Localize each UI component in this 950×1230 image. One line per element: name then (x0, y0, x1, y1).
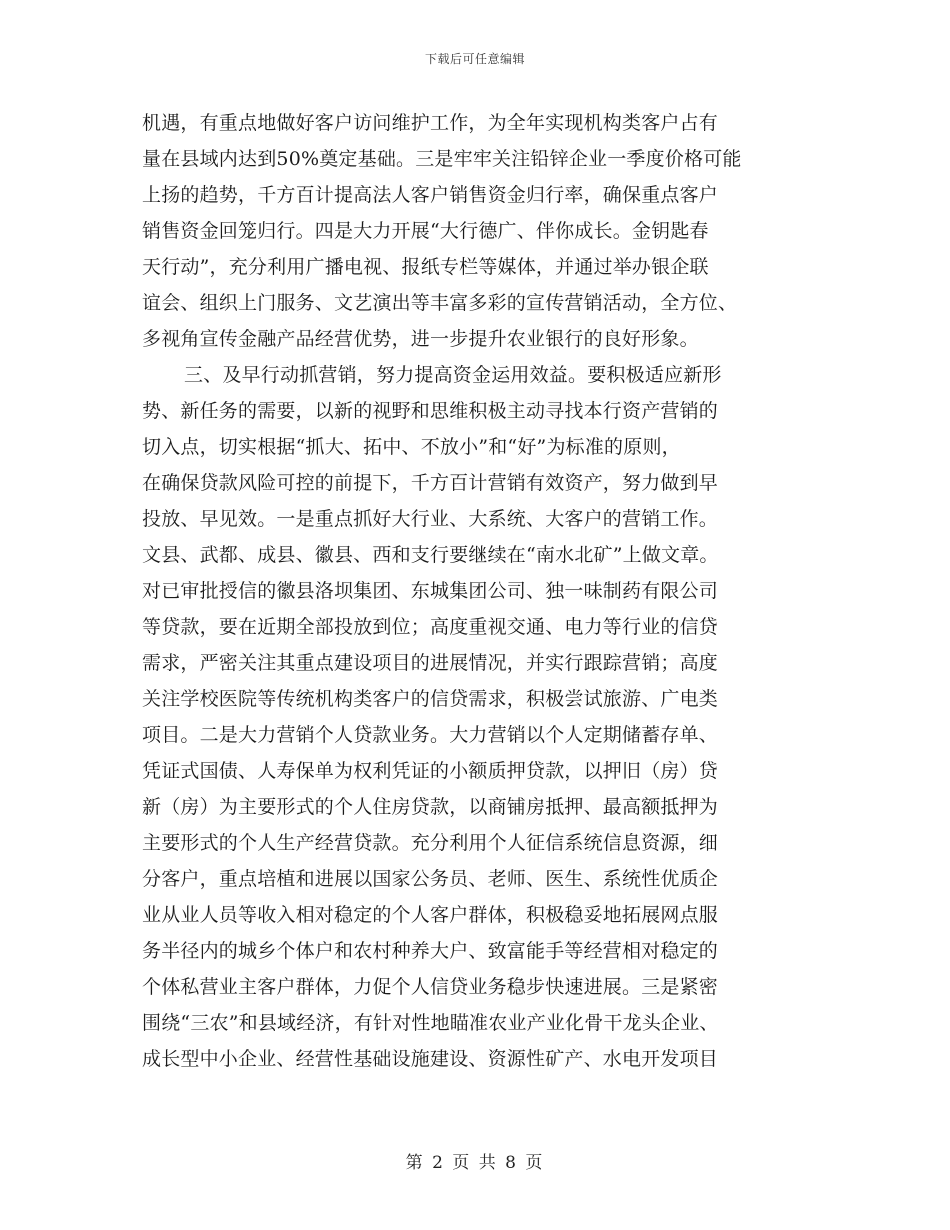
text-line: 成长型中小企业、经营性基础设施建设、资源性矿产、水电开发项目 (142, 1048, 719, 1070)
text-line: 投放、早见效。一是重点抓好大行业、大系统、大客户的营销工作。 (142, 508, 719, 530)
text-line: 机遇，有重点地做好客户访问维护工作，为全年实现机构类客户占有 (142, 112, 719, 134)
text-line: 新（房）为主要形式的个人住房贷款，以商铺房抵押、最高额抵押为 (142, 796, 719, 818)
text-line: 上扬的趋势，千方百计提高法人客户销售资金归行率，确保重点客户 (142, 184, 719, 206)
text-line: 在确保贷款风险可控的前提下，千方百计营销有效资产，努力做到早 (142, 472, 719, 494)
text-line: 业从业人员等收入相对稳定的个人客户群体，积极稳妥地拓展网点服 (142, 904, 719, 926)
page-number: 第 2 页 共 8 页 (405, 1153, 545, 1173)
text-line: 多视角宣传金融产品经营优势，进一步提升农业银行的良好形象。 (142, 328, 699, 350)
text-line: 项目。二是大力营销个人贷款业务。大力营销以个人定期储蓄存单、 (142, 724, 719, 746)
text-line: 分客户，重点培植和进展以国家公务员、老师、医生、系统性优质企 (142, 868, 719, 890)
header-note: 下载后可任意编辑 (424, 52, 525, 66)
text-line: 量在县域内达到50%奠定基础。三是牢牢关注铅锌企业一季度价格可能 (142, 148, 742, 170)
text-line: 天行动”，充分利用广播电视、报纸专栏等媒体，并通过举办银企联 (142, 256, 709, 278)
text-line: 文县、武都、成县、徽县、西和支行要继续在“南水北矿”上做文章。 (142, 544, 719, 566)
text-line: 凭证式国债、人寿保单为权利凭证的小额质押贷款，以押旧（房）贷 (142, 760, 719, 782)
text-line: 围绕“三农”和县域经济，有针对性地瞄准农业产业化骨干龙头企业、 (142, 1012, 719, 1034)
text-line: 等贷款，要在近期全部投放到位；高度重视交通、电力等行业的信贷 (142, 616, 719, 638)
text-line: 势、新任务的需要，以新的视野和思维积极主动寻找本行资产营销的 (142, 400, 719, 422)
text-line: 关注学校医院等传统机构类客户的信贷需求，积极尝试旅游、广电类 (142, 688, 719, 710)
text-line: 个体私营业主客户群体，力促个人信贷业务稳步快速进展。三是紧密 (142, 976, 719, 998)
text-line: 销售资金回笼归行。四是大力开展“大行德广、伴你成长。金钥匙春 (142, 220, 709, 242)
text-line: 对已审批授信的徽县洛坝集团、东城集团公司、独一味制药有限公司 (142, 580, 719, 602)
body-text (142, 105, 810, 1077)
text-line: 主要形式的个人生产经营贷款。充分利用个人征信系统信息资源，细 (142, 832, 719, 854)
text-line: 需求，严密关注其重点建设项目的进展情况，并实行跟踪营销；高度 (142, 652, 719, 674)
paragraph-start-line: 三、及早行动抓营销，努力提高资金运用效益。要积极适应新形 (184, 364, 722, 386)
text-line: 务半径内的城乡个体户和农村种养大户、致富能手等经营相对稳定的 (142, 940, 719, 962)
text-line: 切入点，切实根据“抓大、拓中、不放小”和“好”为标准的原则， (142, 436, 681, 458)
text-line: 谊会、组织上门服务、文艺演出等丰富多彩的宣传营销活动，全方位、 (142, 292, 738, 314)
